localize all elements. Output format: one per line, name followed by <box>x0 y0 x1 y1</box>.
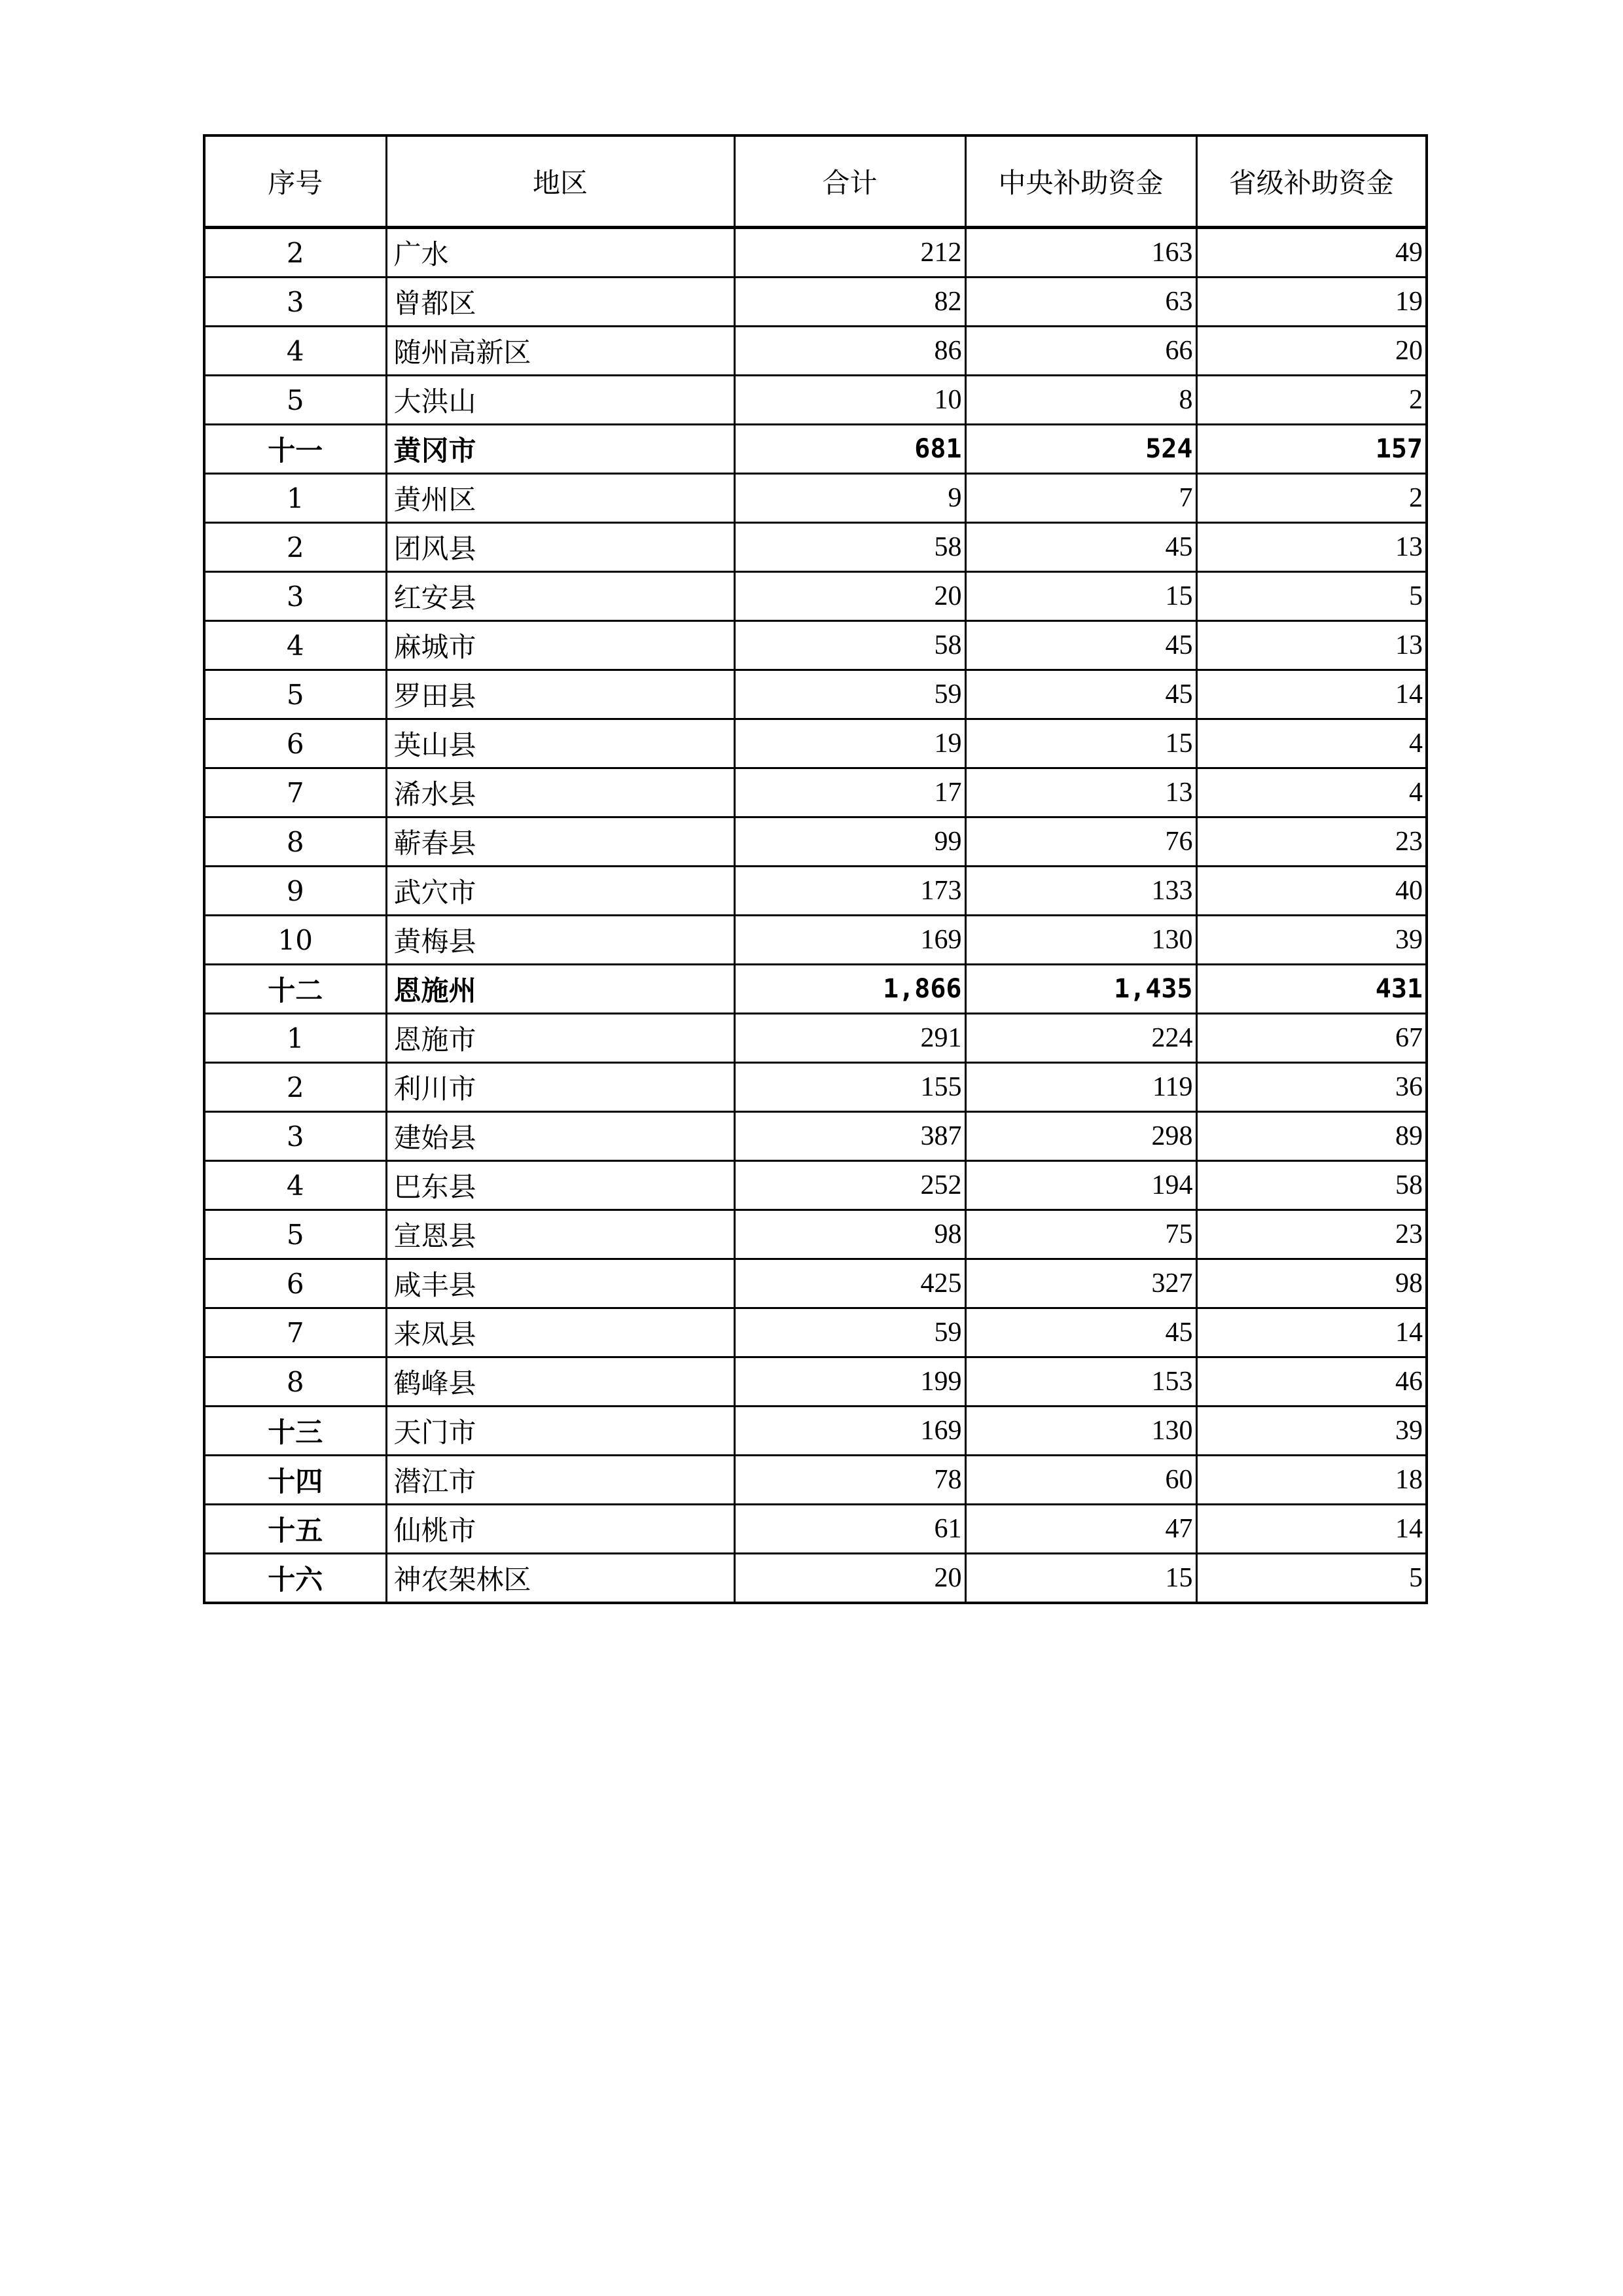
cell-provincial-funds: 14 <box>1196 670 1427 719</box>
cell-central-funds: 130 <box>965 1407 1196 1456</box>
cell-provincial-funds: 49 <box>1196 228 1427 278</box>
cell-seq: 10 <box>204 916 386 965</box>
cell-seq: 4 <box>204 621 386 670</box>
cell-central-funds: 15 <box>965 1554 1196 1604</box>
cell-total: 10 <box>734 376 965 425</box>
table-row <box>204 278 1427 327</box>
cell-provincial-funds: 4 <box>1196 768 1427 817</box>
table-row <box>204 1407 1427 1456</box>
cell-total: 58 <box>734 523 965 572</box>
cell-central-funds: 7 <box>965 474 1196 523</box>
table-row <box>204 1161 1427 1210</box>
cell-total: 169 <box>734 1407 965 1456</box>
cell-central-funds: 8 <box>965 376 1196 425</box>
cell-seq: 1 <box>204 474 386 523</box>
table-row <box>204 1112 1427 1161</box>
table-row <box>204 916 1427 965</box>
cell-central-funds: 163 <box>965 228 1196 278</box>
cell-seq: 6 <box>204 1259 386 1308</box>
table-row <box>204 572 1427 621</box>
cell-central-funds: 298 <box>965 1112 1196 1161</box>
cell-central-funds: 15 <box>965 719 1196 768</box>
cell-provincial-funds: 18 <box>1196 1456 1427 1505</box>
cell-region: 团风县 <box>386 523 734 572</box>
cell-provincial-funds: 5 <box>1196 1554 1427 1604</box>
header-seq: 序号 <box>204 135 386 228</box>
cell-seq: 3 <box>204 572 386 621</box>
cell-provincial-funds: 157 <box>1196 425 1427 474</box>
table-row <box>204 1014 1427 1063</box>
cell-region: 大洪山 <box>386 376 734 425</box>
cell-central-funds: 130 <box>965 916 1196 965</box>
cell-provincial-funds: 14 <box>1196 1505 1427 1554</box>
cell-central-funds: 524 <box>965 425 1196 474</box>
cell-central-funds: 1,435 <box>965 965 1196 1014</box>
cell-seq: 十六 <box>204 1554 386 1604</box>
cell-provincial-funds: 89 <box>1196 1112 1427 1161</box>
cell-region: 英山县 <box>386 719 734 768</box>
cell-seq: 3 <box>204 278 386 327</box>
cell-region: 黄梅县 <box>386 916 734 965</box>
cell-region: 浠水县 <box>386 768 734 817</box>
cell-provincial-funds: 13 <box>1196 621 1427 670</box>
table-row <box>204 523 1427 572</box>
cell-region: 曾都区 <box>386 278 734 327</box>
cell-region: 鹤峰县 <box>386 1357 734 1407</box>
cell-seq: 5 <box>204 670 386 719</box>
cell-seq: 1 <box>204 1014 386 1063</box>
cell-central-funds: 194 <box>965 1161 1196 1210</box>
cell-provincial-funds: 14 <box>1196 1308 1427 1357</box>
cell-central-funds: 75 <box>965 1210 1196 1259</box>
table-row <box>204 1456 1427 1505</box>
cell-region: 利川市 <box>386 1063 734 1112</box>
cell-total: 9 <box>734 474 965 523</box>
table-row <box>204 867 1427 916</box>
cell-total: 291 <box>734 1014 965 1063</box>
cell-total: 252 <box>734 1161 965 1210</box>
table-row <box>204 621 1427 670</box>
cell-total: 1,866 <box>734 965 965 1014</box>
cell-total: 155 <box>734 1063 965 1112</box>
cell-region: 宣恩县 <box>386 1210 734 1259</box>
cell-central-funds: 45 <box>965 523 1196 572</box>
cell-seq: 2 <box>204 523 386 572</box>
cell-region: 罗田县 <box>386 670 734 719</box>
cell-provincial-funds: 431 <box>1196 965 1427 1014</box>
cell-seq: 8 <box>204 817 386 867</box>
cell-provincial-funds: 13 <box>1196 523 1427 572</box>
cell-central-funds: 13 <box>965 768 1196 817</box>
cell-central-funds: 133 <box>965 867 1196 916</box>
cell-provincial-funds: 23 <box>1196 817 1427 867</box>
cell-total: 681 <box>734 425 965 474</box>
cell-seq: 十一 <box>204 425 386 474</box>
cell-total: 59 <box>734 1308 965 1357</box>
cell-total: 82 <box>734 278 965 327</box>
cell-central-funds: 15 <box>965 572 1196 621</box>
cell-seq: 2 <box>204 228 386 278</box>
cell-seq: 3 <box>204 1112 386 1161</box>
cell-central-funds: 47 <box>965 1505 1196 1554</box>
cell-seq: 5 <box>204 376 386 425</box>
cell-central-funds: 45 <box>965 670 1196 719</box>
cell-seq: 7 <box>204 1308 386 1357</box>
cell-central-funds: 76 <box>965 817 1196 867</box>
cell-provincial-funds: 2 <box>1196 474 1427 523</box>
table-row <box>204 719 1427 768</box>
table-row <box>204 1308 1427 1357</box>
cell-total: 98 <box>734 1210 965 1259</box>
table-row <box>204 1505 1427 1554</box>
cell-seq: 6 <box>204 719 386 768</box>
cell-provincial-funds: 58 <box>1196 1161 1427 1210</box>
table-row <box>204 376 1427 425</box>
table-row <box>204 1357 1427 1407</box>
cell-region: 恩施州 <box>386 965 734 1014</box>
header-row <box>204 135 1427 228</box>
cell-central-funds: 327 <box>965 1259 1196 1308</box>
cell-total: 86 <box>734 327 965 376</box>
cell-region: 随州高新区 <box>386 327 734 376</box>
cell-region: 天门市 <box>386 1407 734 1456</box>
cell-central-funds: 45 <box>965 621 1196 670</box>
cell-total: 425 <box>734 1259 965 1308</box>
header-central-funds: 中央补助资金 <box>965 135 1196 228</box>
cell-total: 59 <box>734 670 965 719</box>
cell-provincial-funds: 40 <box>1196 867 1427 916</box>
cell-central-funds: 60 <box>965 1456 1196 1505</box>
cell-provincial-funds: 67 <box>1196 1014 1427 1063</box>
cell-central-funds: 119 <box>965 1063 1196 1112</box>
cell-seq: 2 <box>204 1063 386 1112</box>
cell-region: 恩施市 <box>386 1014 734 1063</box>
cell-central-funds: 66 <box>965 327 1196 376</box>
cell-seq: 4 <box>204 1161 386 1210</box>
cell-region: 蕲春县 <box>386 817 734 867</box>
header-total: 合计 <box>734 135 965 228</box>
cell-seq: 7 <box>204 768 386 817</box>
cell-total: 19 <box>734 719 965 768</box>
cell-region: 麻城市 <box>386 621 734 670</box>
cell-total: 173 <box>734 867 965 916</box>
cell-region: 潜江市 <box>386 1456 734 1505</box>
cell-total: 20 <box>734 572 965 621</box>
cell-provincial-funds: 20 <box>1196 327 1427 376</box>
cell-total: 58 <box>734 621 965 670</box>
cell-provincial-funds: 23 <box>1196 1210 1427 1259</box>
cell-region: 来凤县 <box>386 1308 734 1357</box>
cell-total: 99 <box>734 817 965 867</box>
cell-provincial-funds: 98 <box>1196 1259 1427 1308</box>
subsidy-allocation-table <box>203 134 1428 1604</box>
cell-provincial-funds: 4 <box>1196 719 1427 768</box>
cell-total: 387 <box>734 1112 965 1161</box>
table-row <box>204 327 1427 376</box>
cell-central-funds: 45 <box>965 1308 1196 1357</box>
cell-total: 17 <box>734 768 965 817</box>
table-row <box>204 1210 1427 1259</box>
cell-region: 黄冈市 <box>386 425 734 474</box>
table-row <box>204 965 1427 1014</box>
cell-total: 61 <box>734 1505 965 1554</box>
cell-region: 神农架林区 <box>386 1554 734 1604</box>
cell-seq: 十五 <box>204 1505 386 1554</box>
cell-region: 武穴市 <box>386 867 734 916</box>
cell-region: 咸丰县 <box>386 1259 734 1308</box>
cell-seq: 9 <box>204 867 386 916</box>
cell-region: 巴东县 <box>386 1161 734 1210</box>
cell-total: 212 <box>734 228 965 278</box>
table-row <box>204 425 1427 474</box>
cell-total: 199 <box>734 1357 965 1407</box>
cell-central-funds: 224 <box>965 1014 1196 1063</box>
cell-provincial-funds: 39 <box>1196 916 1427 965</box>
table-row <box>204 474 1427 523</box>
header-provincial-funds: 省级补助资金 <box>1196 135 1427 228</box>
cell-provincial-funds: 39 <box>1196 1407 1427 1456</box>
table-row <box>204 1063 1427 1112</box>
table-row <box>204 670 1427 719</box>
cell-total: 78 <box>734 1456 965 1505</box>
header-region: 地区 <box>386 135 734 228</box>
cell-provincial-funds: 46 <box>1196 1357 1427 1407</box>
cell-provincial-funds: 36 <box>1196 1063 1427 1112</box>
cell-seq: 十二 <box>204 965 386 1014</box>
table-row <box>204 1259 1427 1308</box>
cell-region: 黄州区 <box>386 474 734 523</box>
table-body <box>204 228 1427 1604</box>
cell-region: 红安县 <box>386 572 734 621</box>
cell-central-funds: 153 <box>965 1357 1196 1407</box>
cell-total: 20 <box>734 1554 965 1604</box>
cell-provincial-funds: 5 <box>1196 572 1427 621</box>
cell-central-funds: 63 <box>965 278 1196 327</box>
table-row <box>204 228 1427 278</box>
table-row <box>204 817 1427 867</box>
cell-provincial-funds: 19 <box>1196 278 1427 327</box>
cell-region: 广水 <box>386 228 734 278</box>
cell-seq: 4 <box>204 327 386 376</box>
table-row <box>204 768 1427 817</box>
cell-seq: 十三 <box>204 1407 386 1456</box>
cell-seq: 8 <box>204 1357 386 1407</box>
cell-seq: 十四 <box>204 1456 386 1505</box>
cell-seq: 5 <box>204 1210 386 1259</box>
cell-region: 仙桃市 <box>386 1505 734 1554</box>
cell-region: 建始县 <box>386 1112 734 1161</box>
cell-provincial-funds: 2 <box>1196 376 1427 425</box>
table-row <box>204 1554 1427 1604</box>
cell-total: 169 <box>734 916 965 965</box>
table-header <box>204 135 1427 228</box>
